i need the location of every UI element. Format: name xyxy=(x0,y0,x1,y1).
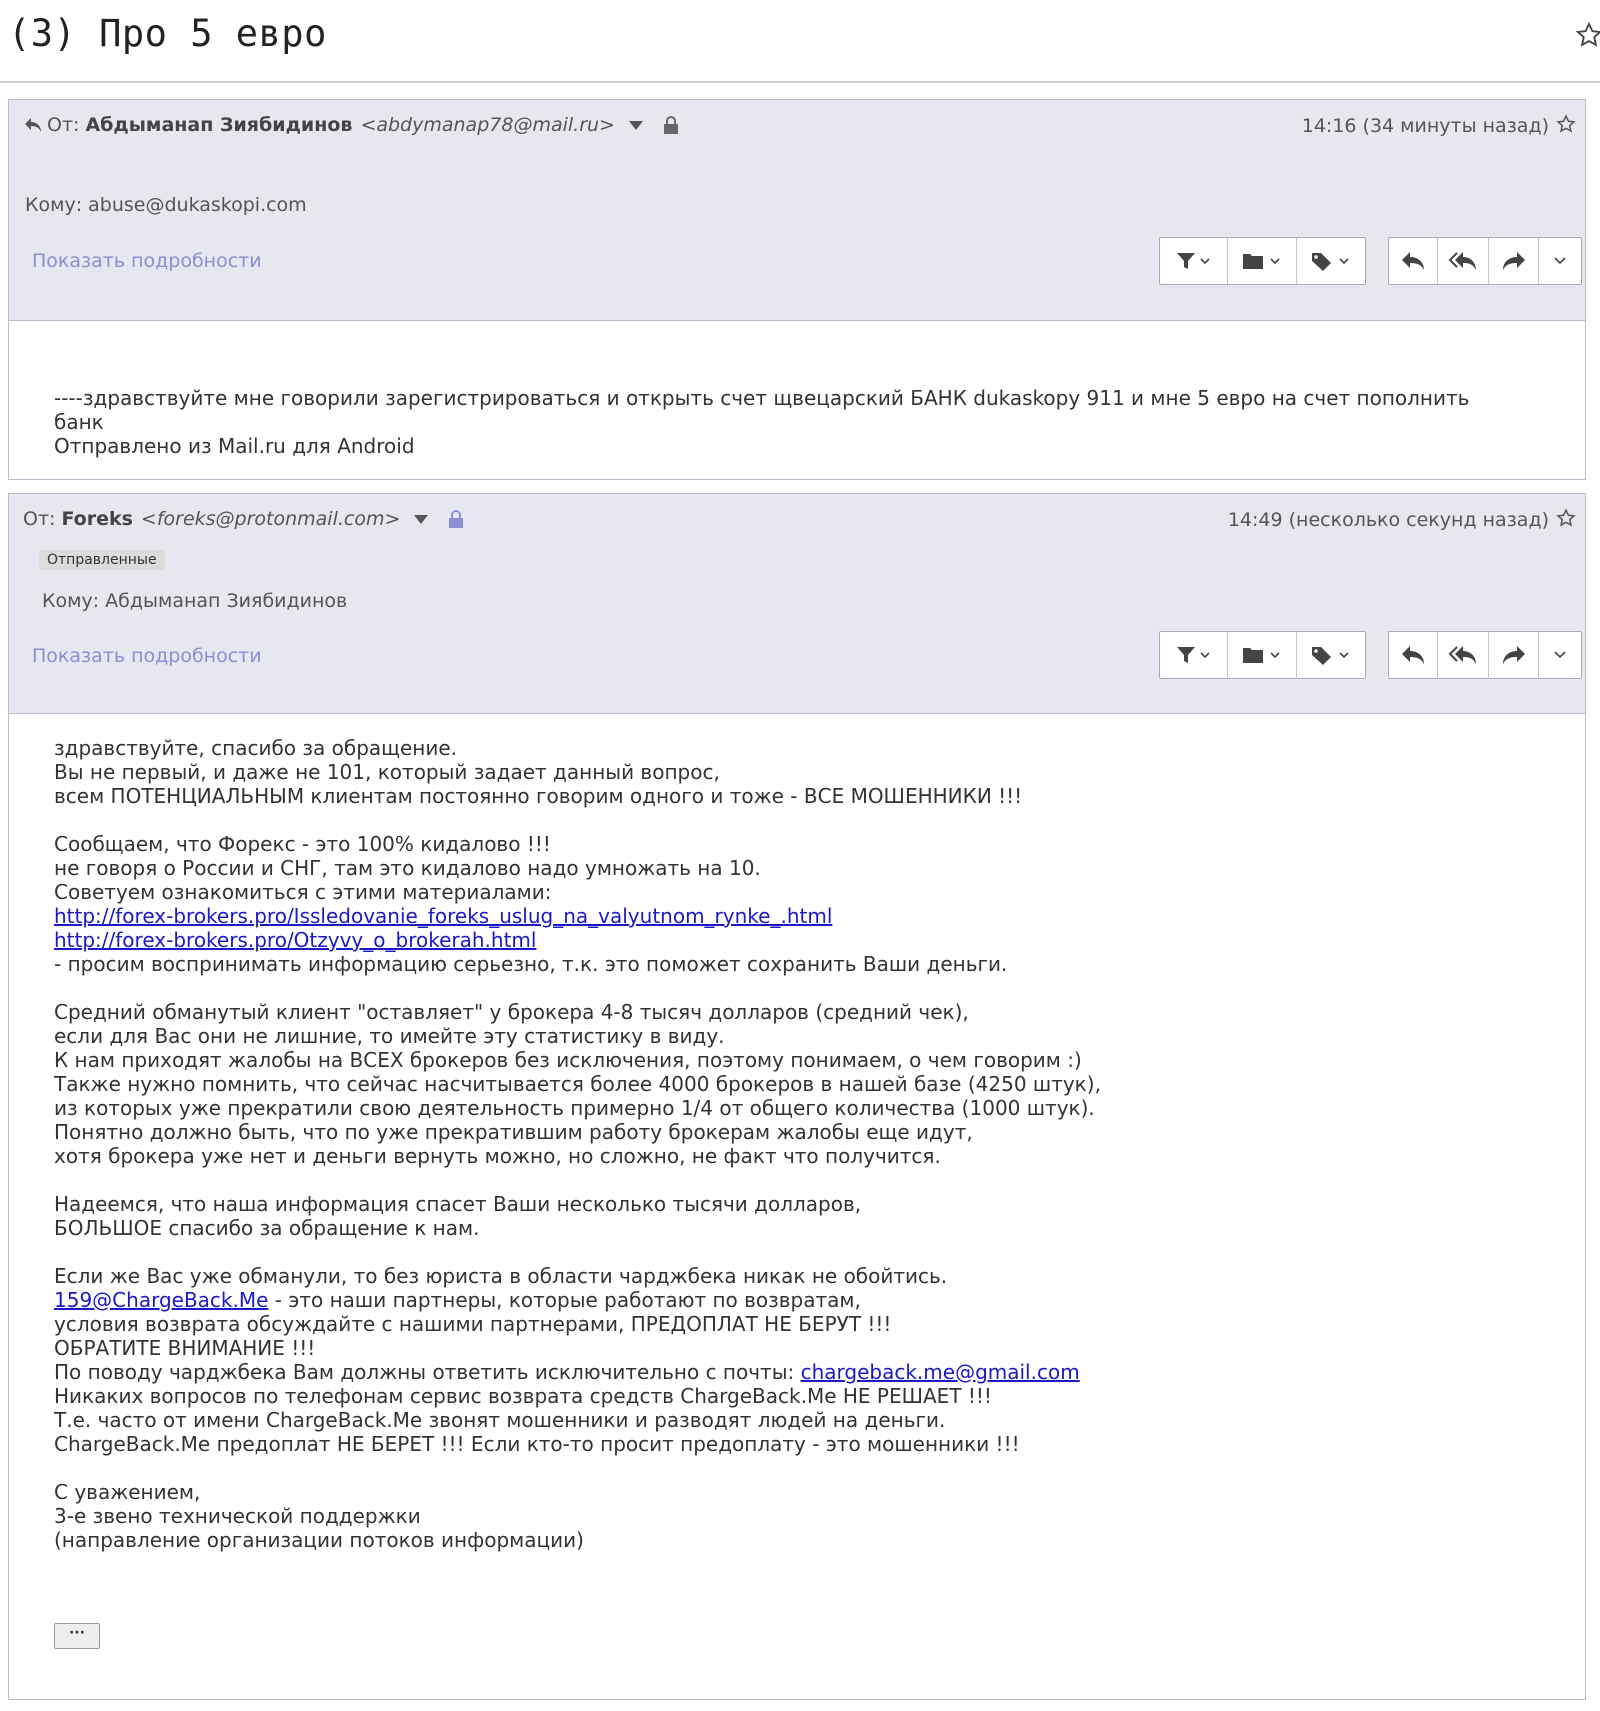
reply-icon xyxy=(1400,644,1426,666)
forex-research-link[interactable]: http://forex-brokers.pro/Issledovanie_foreks_uslug_na_valyutnom_rynke_.html xyxy=(54,904,833,928)
tag-icon xyxy=(1310,251,1352,271)
body-line: Отправлено из Mail.ru для Android xyxy=(54,434,415,458)
star-icon[interactable] xyxy=(1556,114,1576,134)
message-date: 14:16 (34 минуты назад) xyxy=(1301,115,1549,137)
replied-icon xyxy=(23,116,43,134)
forward-button[interactable] xyxy=(1489,632,1539,678)
message-body xyxy=(54,736,1101,1552)
chevron-down-icon xyxy=(1552,255,1568,267)
message-date: 14:49 (несколько секунд назад) xyxy=(1227,509,1549,531)
forward-icon xyxy=(1501,250,1527,272)
chevron-down-icon[interactable] xyxy=(414,515,428,524)
body-line: банк xyxy=(54,410,104,434)
more-actions-button[interactable] xyxy=(1539,632,1581,678)
forward-icon xyxy=(1501,644,1527,666)
lock-icon xyxy=(663,115,679,135)
from-label: От: xyxy=(23,508,56,530)
reply-button[interactable] xyxy=(1389,632,1438,678)
from-label: От: xyxy=(47,114,80,136)
folder-icon xyxy=(1241,645,1283,665)
chargeback-email-link[interactable]: chargeback.me@gmail.com xyxy=(800,1360,1080,1384)
reply-all-icon xyxy=(1448,644,1478,666)
tag-icon xyxy=(1310,645,1352,665)
body-paragraph: здравствуйте, спасибо за обращение. Вы не первый, и даже не 101, который задает данный вопрос, всем ПОТЕНЦИАЛЬНЫМ клиентам постоянно говорим одного и тоже - ВСЕ МОШЕННИКИ !!! Сообщаем, что Форекс - это 100% кидалово !!! не говоря о России и СНГ, там это кидалово надо умножать на 10. Советуем ознакомиться с этими материалами: xyxy=(54,736,1023,904)
message-1 xyxy=(8,99,1586,480)
forward-button[interactable] xyxy=(1489,238,1539,284)
body-paragraph: Никаких вопросов по телефонам сервис возврата средств ChargeBack.Me НЕ РЕШАЕТ !!! Т.е. часто от имени ChargeBack.Me звонят мошенники и разводят людей на деньги. ChargeBack.Me предоплат НЕ БЕРЕТ !!! Если кто-то просит предоплату - это мошенники !!! С уважением, 3-е звено технической поддержки (направление организации потоков информации) xyxy=(54,1384,1020,1552)
filter-icon xyxy=(1175,251,1213,271)
message-header xyxy=(9,494,1585,714)
message-actions-right xyxy=(1388,631,1582,679)
chevron-down-icon xyxy=(1552,649,1568,661)
message-actions-left xyxy=(1159,237,1366,285)
title-divider xyxy=(0,81,1600,83)
message-actions-left xyxy=(1159,631,1366,679)
sender-name[interactable]: Абдыманап Зиябидинов xyxy=(85,114,353,136)
message-2 xyxy=(8,493,1586,1700)
reply-icon xyxy=(1400,250,1426,272)
from-line xyxy=(23,508,464,530)
filter-icon xyxy=(1175,645,1213,665)
reply-all-button[interactable] xyxy=(1438,238,1489,284)
show-details-link[interactable]: Показать подробности xyxy=(32,645,262,667)
move-folder-button[interactable] xyxy=(1228,632,1297,678)
show-details-link[interactable]: Показать подробности xyxy=(32,250,262,272)
message-header xyxy=(9,100,1585,321)
folder-badge: Отправленные xyxy=(39,550,165,570)
label-button[interactable] xyxy=(1297,238,1365,284)
sender-email[interactable]: <foreks@protonmail.com> xyxy=(140,508,401,530)
reply-button[interactable] xyxy=(1389,238,1438,284)
filter-button[interactable] xyxy=(1160,238,1228,284)
sender-name[interactable]: Foreks xyxy=(61,508,133,530)
reply-all-icon xyxy=(1448,250,1478,272)
broker-reviews-link[interactable]: http://forex-brokers.pro/Otzyvy_o_brokerah.html xyxy=(54,928,537,952)
star-icon[interactable] xyxy=(1575,18,1600,52)
recipient-line: Кому: Абдыманап Зиябидинов xyxy=(42,590,348,612)
star-icon[interactable] xyxy=(1556,508,1576,528)
from-line xyxy=(23,114,679,136)
show-quoted-button[interactable]: ··· xyxy=(54,1623,100,1649)
body-paragraph: - это наши партнеры, которые работают по возвратам, условия возврата обсуждайте с нашими партнерами, ПРЕДОПЛАТ НЕ БЕРУТ !!! ОБРАТИТЕ ВНИМАНИЕ !!! По поводу чарджбека Вам должны ответить исключительно с почты: xyxy=(54,1288,892,1384)
folder-icon xyxy=(1241,251,1283,271)
body-line: ----здравствуйте мне говорили зарегистрироваться и открыть счет щвецарский БАНК dukaskopy 911 и мне 5 евро на счет пополнить xyxy=(54,386,1470,410)
lock-icon xyxy=(448,509,464,529)
recipient-line: Кому: abuse@dukaskopi.com xyxy=(25,194,307,216)
chargeback-partner-link[interactable]: 159@ChargeBack.Me xyxy=(54,1288,269,1312)
filter-button[interactable] xyxy=(1160,632,1228,678)
body-paragraph: - просим воспринимать информацию серьезно, т.к. это поможет сохранить Ваши деньги. Средний обманутый клиент "оставляет" у брокера 4-8 тысяч долларов (средний чек), если для Вас они не лишние, то имейте эту статистику в виду. К нам приходят жалобы на ВСЕХ брокеров без исключения, поэтому понимаем, о чем говорим :) Также нужно помнить, что сейчас насчитывается более 4000 брокеров в нашей базе (4250 штук), из которых уже прекратили свою деятельность примерно 1/4 от общего количества (1000 штук). Понятно должно быть, что по уже прекратившим работу брокерам жалобы еще идут, хотя брокера уже нет и деньги вернуть можно, но сложно, не факт что получится. Надеемся, что наша информация спасет Ваши несколько тысячи долларов, БОЛЬШОЕ спасибо за обращение к нам. Если же Вас уже обманули, то без юриста в области чарджбека никак не обойтись. xyxy=(54,952,1101,1288)
message-body xyxy=(54,362,1469,458)
move-folder-button[interactable] xyxy=(1228,238,1297,284)
thread-title: (3) Про 5 евро xyxy=(8,12,327,55)
more-actions-button[interactable] xyxy=(1539,238,1581,284)
reply-all-button[interactable] xyxy=(1438,632,1489,678)
chevron-down-icon[interactable] xyxy=(629,121,643,130)
message-actions-right xyxy=(1388,237,1582,285)
label-button[interactable] xyxy=(1297,632,1365,678)
sender-email[interactable]: <abdymanap78@mail.ru> xyxy=(360,114,615,136)
